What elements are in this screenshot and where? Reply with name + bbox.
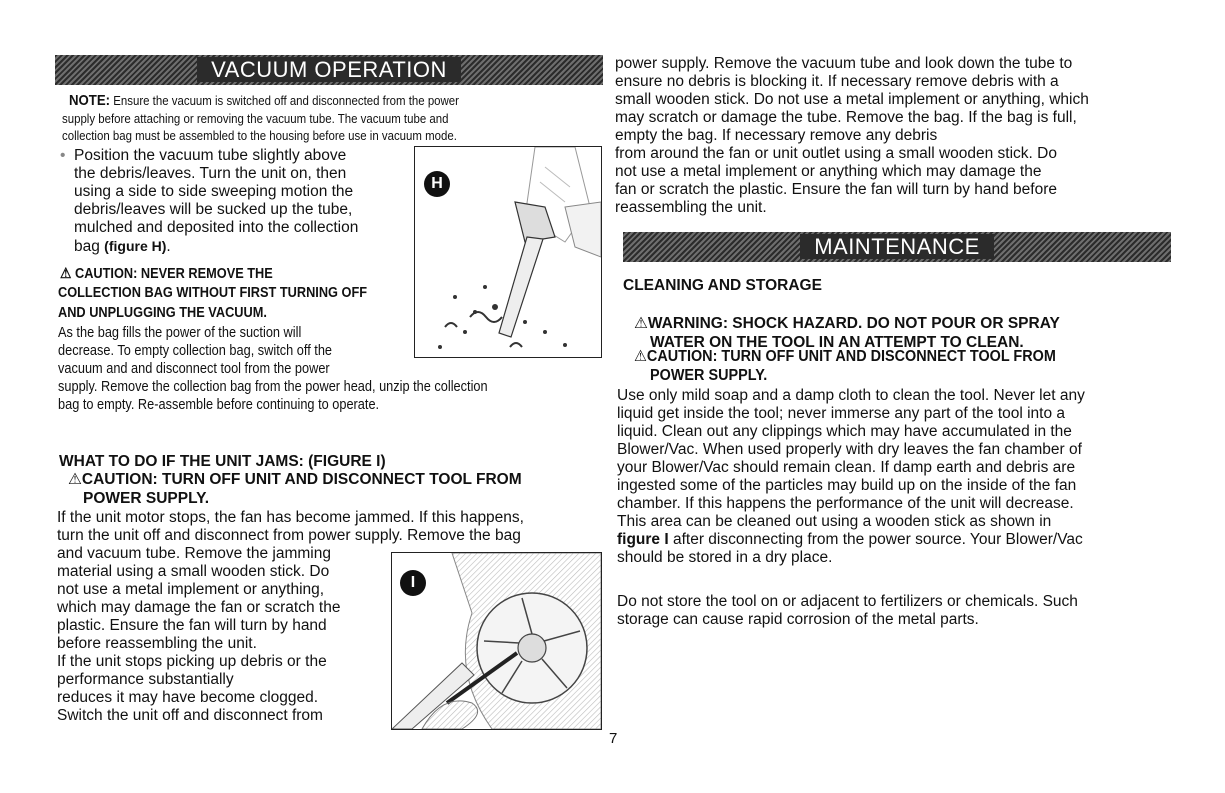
jam-line-11: reduces it may have become clogged.: [57, 689, 319, 706]
note-label: NOTE:: [69, 92, 111, 109]
jam-line-12: Switch the unit off and disconnect from: [57, 707, 323, 724]
jam-line-6: which may damage the fan or scratch the: [57, 599, 341, 616]
continued-line-7: not use a metal implement or anything which may damage the: [615, 163, 1042, 180]
maint-caution-text-1: ⚠CAUTION: TURN OFF UNIT AND DISCONNECT TOOL FROM: [634, 348, 1056, 365]
jam-line-1: If the unit motor stops, the fan has become jammed. If this happens,: [57, 509, 524, 526]
bullet-line-4: debris/leaves will be sucked up the tube,: [74, 201, 353, 218]
jam-caution-line-2: POWER SUPPLY.: [83, 490, 210, 507]
page-number: 7: [609, 730, 618, 747]
jam-line-4: material using a small wooden stick. Do: [57, 563, 330, 580]
figure-h-badge: H: [424, 171, 450, 197]
bullet-marker: •: [60, 147, 66, 164]
jam-line-3: and vacuum tube. Remove the jamming: [57, 545, 331, 562]
storage-line-1: Do not store the tool on or adjacent to fertilizers or chemicals. Such: [617, 593, 1078, 610]
body-line-7: chamber. If this happens the performance of the unit will decrease.: [617, 495, 1074, 512]
body-line-6: ingested some of the particles may build up on the inside of the fan: [617, 477, 1077, 494]
vacuum-operation-banner: [55, 55, 603, 85]
continued-line-4: may scratch or damage the tube. Remove the bag. If the bag is full,: [615, 109, 1077, 126]
caution-1-line-2: COLLECTION BAG WITHOUT FIRST TURNING OFF: [58, 285, 368, 301]
body-line-4: Blower/Vac. When used properly with dry leaves the fan chamber of: [617, 441, 1082, 458]
warning-triangle-icon: ⚠: [68, 471, 82, 488]
figure-h: [414, 146, 602, 358]
continued-line-6: from around the fan or unit outlet using a small wooden stick. Do: [615, 145, 1057, 162]
body-line-1: Use only mild soap and a damp cloth to clean the tool. Never let any: [617, 387, 1085, 404]
cleaning-heading: CLEANING AND STORAGE: [623, 277, 822, 294]
note-line-3: collection bag must be assembled to the housing before use in vacuum mode.: [62, 128, 457, 143]
jam-line-8: before reassembling the unit.: [57, 635, 257, 652]
bullet-line-1: Position the vacuum tube slightly above: [74, 147, 347, 164]
warning-triangle-icon: ⚠: [60, 266, 72, 282]
figure-i-badge: I: [400, 570, 426, 596]
jam-line-2: turn the unit off and disconnect from power supply. Remove the bag: [57, 527, 521, 544]
storage-line-2: storage can cause rapid corrosion of the metal parts.: [617, 611, 979, 628]
bullet-line-3: using a side to side sweeping motion the: [74, 183, 354, 200]
maintenance-title: MAINTENANCE: [800, 234, 994, 259]
warning-triangle-icon: ⚠: [634, 348, 647, 365]
continued-line-3: small wooden stick. Do not use a metal implement or anything, which: [615, 91, 1089, 108]
maintenance-banner: [623, 232, 1171, 262]
jam-line-7: plastic. Ensure the fan will turn by hand: [57, 617, 327, 634]
caution-1-body-4: supply. Remove the collection bag from the power head, unzip the collection: [58, 379, 488, 395]
warning-triangle-icon: ⚠: [634, 315, 648, 332]
caution-1-body-3: vacuum and and disconnect tool from the power: [58, 361, 330, 377]
jam-line-5: not use a metal implement or anything,: [57, 581, 325, 598]
figure-i: [391, 552, 602, 730]
caution-1-body-1: As the bag fills the power of the suction will: [58, 325, 302, 341]
caution-1-line-1: ⚠ CAUTION: NEVER REMOVE THE: [60, 266, 273, 282]
body-line-3: liquid. Clean out any clippings which may have accumulated in the: [617, 423, 1072, 440]
bullet-line-6: bag (figure H).: [74, 238, 171, 255]
figure-i-ref: figure I: [617, 531, 669, 548]
body-line-9: figure I after disconnecting from the power source. Your Blower/Vac: [617, 531, 1083, 548]
body-line-5: your Blower/Vac should remain clean. If damp earth and debris are: [617, 459, 1076, 476]
continued-line-2: ensure no debris is blocking it. If necessary remove debris with a: [615, 73, 1059, 90]
note-line-2: supply before attaching or removing the vacuum tube. The vacuum tube and: [62, 111, 449, 126]
caution-1-line-3: AND UNPLUGGING THE VACUUM.: [58, 305, 267, 321]
jam-line-10: performance substantially: [57, 671, 234, 688]
warning-line-2: WATER ON THE TOOL IN AN ATTEMPT TO CLEAN.: [650, 334, 1024, 351]
continued-line-5: empty the bag. If necessary remove any debris: [615, 127, 938, 144]
fan-cleaning-illustration: [392, 553, 601, 729]
jam-heading: WHAT TO DO IF THE UNIT JAMS: (FIGURE I): [59, 453, 386, 470]
vacuum-operation-title: VACUUM OPERATION: [197, 57, 461, 82]
body-line-2: liquid get inside the tool; never immerse any part of the tool into a: [617, 405, 1066, 422]
body-line-8: This area can be cleaned out using a wooden stick as shown in: [617, 513, 1052, 530]
warning-line-1: ⚠WARNING: SHOCK HAZARD. DO NOT POUR OR SPRAY: [634, 315, 1060, 332]
caution-1-body-5: bag to empty. Re-assemble before continuing to operate.: [58, 397, 380, 413]
bullet-line-5: mulched and deposited into the collection: [74, 219, 359, 236]
figure-h-ref: (figure H): [104, 238, 167, 254]
jam-caution-line-1: ⚠CAUTION: TURN OFF UNIT AND DISCONNECT TOOL FROM: [68, 471, 522, 488]
continued-line-1: power supply. Remove the vacuum tube and look down the tube to: [615, 55, 1073, 72]
continued-line-9: reassembling the unit.: [615, 199, 767, 216]
caution-1-body-2: decrease. To empty collection bag, switch off the: [58, 343, 333, 359]
continued-line-8: fan or scratch the plastic. Ensure the fan will turn by hand before: [615, 181, 1057, 198]
maint-caution-text-2: POWER SUPPLY.: [650, 367, 768, 384]
bullet-line-2: the debris/leaves. Turn the unit on, then: [74, 165, 347, 182]
vacuum-in-use-illustration: [415, 147, 601, 357]
body-line-10: should be stored in a dry place.: [617, 549, 833, 566]
jam-line-9: If the unit stops picking up debris or the: [57, 653, 327, 670]
note-line-1: NOTE: Ensure the vacuum is switched off and disconnected from the power: [69, 92, 459, 109]
